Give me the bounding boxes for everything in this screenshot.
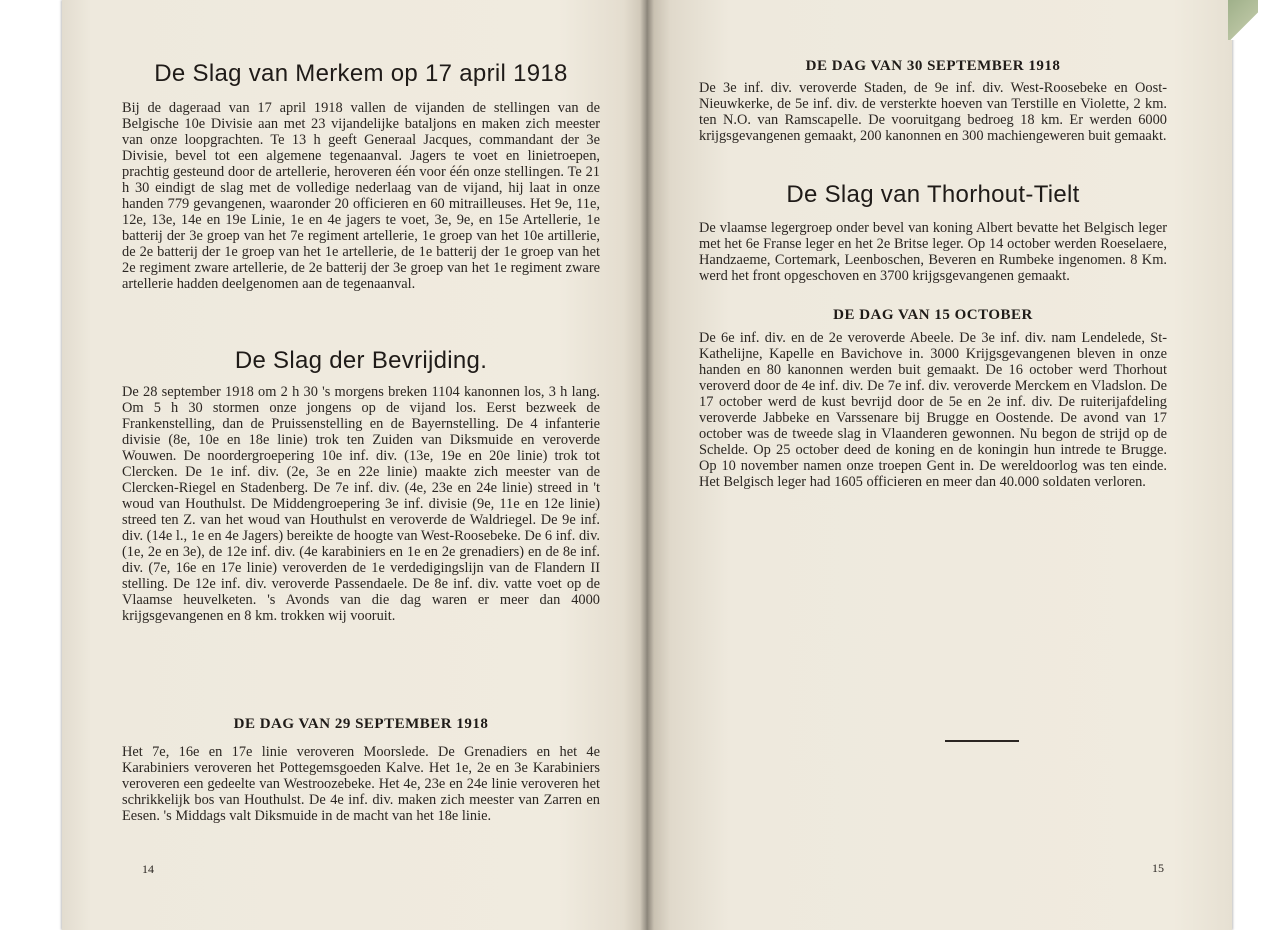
cover-edge [1228,0,1258,40]
decorative-rule [945,740,1019,742]
heading-slag-der-bevrijding: De Slag der Bevrijding. [234,347,488,374]
subheading-15-october: DE DAG VAN 15 OCTOBER [833,307,1033,323]
subheading-30-september: DE DAG VAN 30 SEPTEMBER 1918 [805,58,1061,74]
paragraph-30-september: De 3e inf. div. veroverde Staden, de 9e inf. div. West-Roosebeke en Oost-Nieuwkerke, de 5e inf. div. de versterkte hoeven van Terstille en Violette, 2 km. ten N.O. van Ramscapelle. De vooruitgang bedroeg 18 km. Er werden 6000 krijgsgevangenen gemaakt, 200 kanonnen en 300 machiengeweren buit gemaakt. [699,80,1167,144]
subheading-29-september: DE DAG VAN 29 SEPTEMBER 1918 [233,716,489,732]
paragraph-merkem: Bij de dageraad van 17 april 1918 vallen de vijanden de stellingen van de Belgische 10e Divisie aan met 23 vijandelijke bataljons en maken zich meester van onze loopgrachten. Te 13 h geeft Generaal Jacques, commandant der 3e Divisie, bevel tot een algemene tegenaanval. Jagers te voet en linietroepen, prachtig gesteund door de artellerie, heroveren één voor één onze stellingen. Te 21 h 30 eindigt de slag met de volledige nederlaag van de vijand, hij laat in onze handen 779 gevangenen, waaronder 20 officieren en 60 mitrailleuses. Het 9e, 11e, 12e, 13e, 14e en 19e Linie, 1e en 4e jagers te voet, 3e, 9e, en 15e Artellerie, 1e batterij der 3e groep van het 7e regiment artellerie, 1e groep van het 10e artillerie, de 2e batterij der 1e groep van het 1e artellerie, de 1e batterij der 1e groep van het 2e regiment zware artellerie, de 2e batterij der 3e groep van het 1e regiment zware artellerie hadden deelgenomen aan de tegenaanval. [122,100,600,292]
paragraph-15-october: De 6e inf. div. en de 2e veroverde Abeele. De 3e inf. div. nam Lendelede, St-Kathelijne, Kapelle en Bavichove in. 3000 Krijgsgevangenen bleven in onze handen en 80 kanonnen werden buit gemaakt. De 16 october werd Thorhout veroverd door de 4e inf. div. De 7e inf. div. veroverde Merckem en Vladslon. De 17 october werd de kust bevrijd door de 5e en 2e inf. div. De ruiterijafdeling veroverde Jabbeke en Varssenare bij Brugge en Oostende. De avond van 17 october was de tweede slag in Vlaanderen gewonnen. Nu begon de strijd op de Schelde. Op 25 october deed de koning en de koningin hun intrede te Brugge. Op 10 november namen onze troepen Gent in. De wereldoorlog was ten einde. Het Belgisch leger had 1605 officieren en meer dan 40.000 soldaten verloren. [699,330,1167,490]
page-number-left: 14 [142,862,154,876]
paragraph-bevrijding: De 28 september 1918 om 2 h 30 's morgens breken 1104 kanonnen los, 3 h lang. Om 5 h 30 stormen onze jongens op de vijand los. Eerst bezweek de Frankenstelling, dan de Pruissenstelling en de Bayernstelling. De 4 infanterie divisie (8e, 10e en 18e linie) trok ten Zuiden van Diksmuide en veroverde Wouwen. De noordergroepering 10e inf. div. (13e, 19e en 20e linie) trok tot Clercken. De 1e inf. div. (2e, 3e en 22e linie) maakte zich meester van de Clercken-Riegel en Stadenberg. De 7e inf. div. (4e, 23e en 24e linie) streed in 't woud van Houthulst. De Middengroepering 3e inf. divisie (9e, 11e en 12e linie) streed ten Z. van het woud van Houthulst en veroverde de Waldriegel. De 9e inf. div. (14e l., 1e en 4e Jagers) bereikte de hoogte van West-Roosebeke. De 6 inf. div. (1e, 2e en 3e), de 12e inf. div. (4e karabiniers en 1e en 2e grenadiers) en de 8e inf. div. (7e, 16e en 17e linie) veroverden de 1e verdedigingslijn van de Flandern II stelling. De 12e inf. div. veroverde Passendaele. De 8e inf. div. vatte voet op de Vlaamse heuvelketen. 's Avonds van die dag waren er meer dan 4000 krijgsgevangenen en 8 km. trokken wij vooruit. [122,384,600,624]
heading-slag-van-thorhout-tielt: De Slag van Thorhout-Tielt [786,181,1080,208]
page-number-right: 15 [1152,861,1164,875]
paragraph-29-september: Het 7e, 16e en 17e linie veroveren Moorslede. De Grenadiers en het 4e Karabiniers veroveren het Pottegemsgoeden Kalve. Het 1e, 2e en 3e Karabiniers veroveren een gedeelte van Westroozebeke. Het 4e, 23e en 24e linie veroveren het schrikkelijk bos van Houthulst. De 4e inf. div. maken zich meester van Zarren en Eesen. 's Middags valt Diksmuide in de macht van het 18e linie. [122,744,600,824]
book-gutter [640,0,654,930]
right-page [647,0,1232,930]
heading-slag-van-merkem: De Slag van Merkem op 17 april 1918 [154,60,568,87]
paragraph-thorhout-tielt: De vlaamse legergroep onder bevel van koning Albert bevatte het Belgisch leger met het 6e Franse leger en het 2e Britse leger. Op 14 october werden Roeselaere, Handzaeme, Cortemark, Leenboschen, Beveren en Rumbeke ingenomen. 8 Km. werd het front opgeschoven en 3700 krijgsgevangenen gemaakt. [699,220,1167,284]
left-page [62,0,647,930]
